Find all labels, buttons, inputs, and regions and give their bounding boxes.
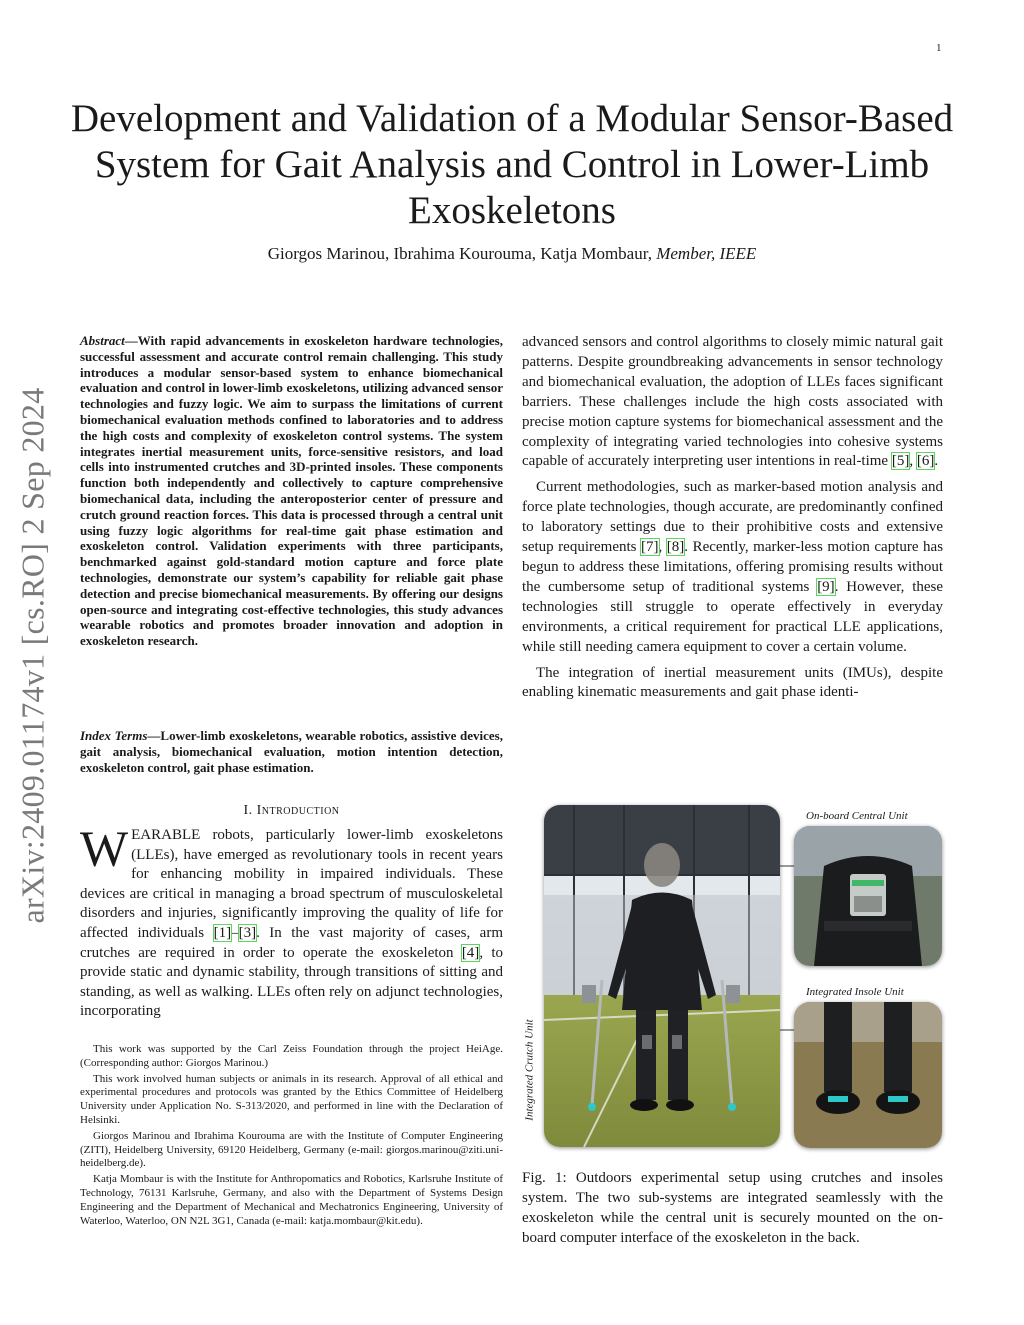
footnote: This work was supported by the Carl Zeiss Foundation through the project HeiAge. (Corresponding author: Giorgos Marinou.) — [80, 1043, 503, 1069]
body-text: advanced sensors and control algorithms to closely mimic natural gait patterns. Despite groundbreaking advancements in sensor technology and biomechanical evaluation, the adoption of LLEs faces significant barriers. These challenges include the high costs associated with precise motion capture systems for biomechanical assessment and the complexity of integrating varied technologies into cohesive systems capable of accurately interpreting user intentions in real-time — [522, 334, 943, 470]
central-unit-label: On-board Central Unit — [806, 810, 908, 822]
footnotes — [80, 1043, 503, 1230]
figure-caption — [522, 1168, 943, 1248]
intro-text: robots, particularly lower-limb exoskeletons (LLEs), have emerged as revolutionary tools in recent years for enhancing mobility in impaired individuals. These devices are critical in managing a broad spectrum of musculoskeletal disorders and injuries, significantly improving the quality of life for affected individuals — [80, 827, 504, 941]
author-line — [60, 244, 964, 264]
crutch-unit-label-wrapper — [520, 995, 540, 1145]
index-terms — [80, 728, 503, 775]
authors: Giorgos Marinou, Ibrahima Kourouma, Katja Mombaur, — [267, 244, 652, 263]
insole-unit-photo — [794, 1002, 942, 1148]
caption-prefix: Fig. 1: — [522, 1170, 567, 1186]
citation-link[interactable]: [8] — [666, 539, 685, 556]
arxiv-watermark — [4, 350, 62, 960]
body-text: . Recently, marker-less motion capture has begun to address these limitations, offering promising results without the cumbersome setup of traditional systems — [522, 539, 944, 595]
paragraph — [522, 478, 943, 657]
citation-sep: , — [909, 453, 917, 470]
author-membership: Member, IEEE — [656, 244, 757, 263]
citation-sep: , — [658, 539, 667, 556]
section-heading — [80, 803, 503, 819]
citation-link[interactable]: [1] — [213, 924, 232, 941]
body-text: . — [934, 453, 939, 470]
citation-dash: – — [231, 924, 239, 941]
crutch-unit-label: Integrated Crutch Unit — [524, 1019, 536, 1121]
section-number: I. — [243, 803, 253, 818]
citation-link[interactable]: [4] — [461, 944, 480, 961]
drop-cap: W — [80, 822, 129, 878]
arxiv-id[interactable]: arXiv:2409.01174v1 [cs.RO] 2 Sep 2024 — [14, 386, 51, 924]
citation-link[interactable]: [9] — [817, 578, 835, 595]
paragraph — [522, 333, 943, 472]
figure-1 — [522, 800, 944, 1150]
page-number: 1 — [936, 42, 942, 54]
intro-lead-word: EARABLE — [131, 827, 201, 843]
abstract — [80, 333, 503, 649]
introduction-paragraph — [80, 822, 504, 1022]
body-text: Current methodologies, such as marker-based motion analysis and force plate technologies, though accurate, are predominantly confined to laboratory settings due to their prohibitive costs and extensive setup requirements — [522, 479, 943, 556]
abstract-text: —With rapid advancements in exoskeleton hardware technologies, successful assessment and accurate control remain challenging. This study introduces a modular sensor-based system to enhance biomechanical evaluation and control in lower-limb exoskeletons, utilizing advanced sensor technologies and fuzzy logic. We aim to surpass the limitations of current biomechanical evaluation methods confined to laboratories and to address the high costs and complexity of exoskeleton control systems. The system integrates inertial measurement units, force-sensitive resistors, and load cells into instrumented crutches and 3D-printed insoles. These components function both independently and collectively to capture comprehensive biomechanical data, including the anteroposterior center of pressure and crutch ground reaction forces. This data is processed through a central unit using fuzzy logic algorithms for real-time gait phase estimation and exoskeleton control. Validation experiments with three participants, benchmarked against gold-standard motion capture and force plate technologies, demonstrate our system’s capability for reliable gait phase detection and precise biomechanical measurements. By offering our designs open-source and integrating cost-effective technologies, this study advances wearable robotics and promotes broader innovation and adoption in exoskeleton research. — [80, 333, 503, 649]
footnote: This work involved human subjects or animals in its research. Approval of all ethical and experimental procedures and protocols was granted by the Ethics Committee of Heidelberg University under Application No. S-313/2020, and performed in line with the Declaration of Helsinki. — [80, 1072, 503, 1126]
citation-link[interactable]: [5] — [891, 453, 910, 470]
paragraph: The integration of inertial measurement units (IMUs), despite enabling kinematic measurements and gait phase identi- — [522, 664, 943, 701]
citation-link[interactable]: [6] — [916, 453, 935, 470]
citation-link[interactable]: [3] — [238, 924, 257, 941]
caption-text: Outdoors experimental setup using crutches and insoles system. The two sub-systems are integrated seamlessly with the exoskeleton while the central unit is securely mounted on the on-board computer interface of the exoskeleton in the back. — [522, 1170, 943, 1246]
section-title: Introduction — [256, 803, 340, 818]
index-terms-label: Index Terms — [80, 728, 148, 743]
abstract-label: Abstract — [80, 333, 125, 348]
central-unit-illustration — [794, 826, 942, 966]
insole-unit-illustration — [794, 1002, 942, 1148]
paper-title: Development and Validation of a Modular Sensor-Based System for Gait Analysis and Control in Lower-Limb Exoskeletons — [70, 97, 954, 232]
intro-text: , to provide static and dynamic stability, through transitions of sitting and standing, as well as walking. LLEs often rely on adjunct technologies, incorporating — [80, 944, 504, 1020]
index-terms-text: —Lower-limb exoskeletons, wearable robotics, assistive devices, gait analysis, biomechanical evaluation, motion intention detection, exoskeleton control, gait phase estimation. — [80, 728, 503, 775]
central-unit-photo — [794, 826, 942, 966]
right-column-text — [522, 333, 943, 709]
footnote: Katja Mombaur is with the Institute for Anthropomatics and Robotics, Karlsruhe Institute of Technology, 76131 Karlsruhe, Germany, and also with the Department of Systems Design Engineering and the Department of Mechanical and Mechatronics Engineering, University of Waterloo, Waterloo, ON N2L 3G1, Canada (e-mail: katja.mombaur@kit.edu). — [80, 1173, 503, 1227]
insole-unit-label: Integrated Insole Unit — [806, 986, 904, 998]
footnote: Giorgos Marinou and Ibrahima Kourouma are with the Institute of Computer Engineering (ZITI), Heidelberg University, 69120 Heidelberg, Germany (e-mail: giorgos.marinou@ziti.uni-heidelberg.de). — [80, 1129, 503, 1170]
intro-text: . In the vast majority of cases, arm crutches are required in order to operate the exoskeleton — [80, 924, 503, 961]
body-text: . However, these technologies still struggle to operate effectively in everyday environments, a critical requirement for practical LLE applications, while still needing camera equipment to cover a certain volume. — [522, 578, 944, 655]
citation-link[interactable]: [7] — [641, 539, 659, 556]
